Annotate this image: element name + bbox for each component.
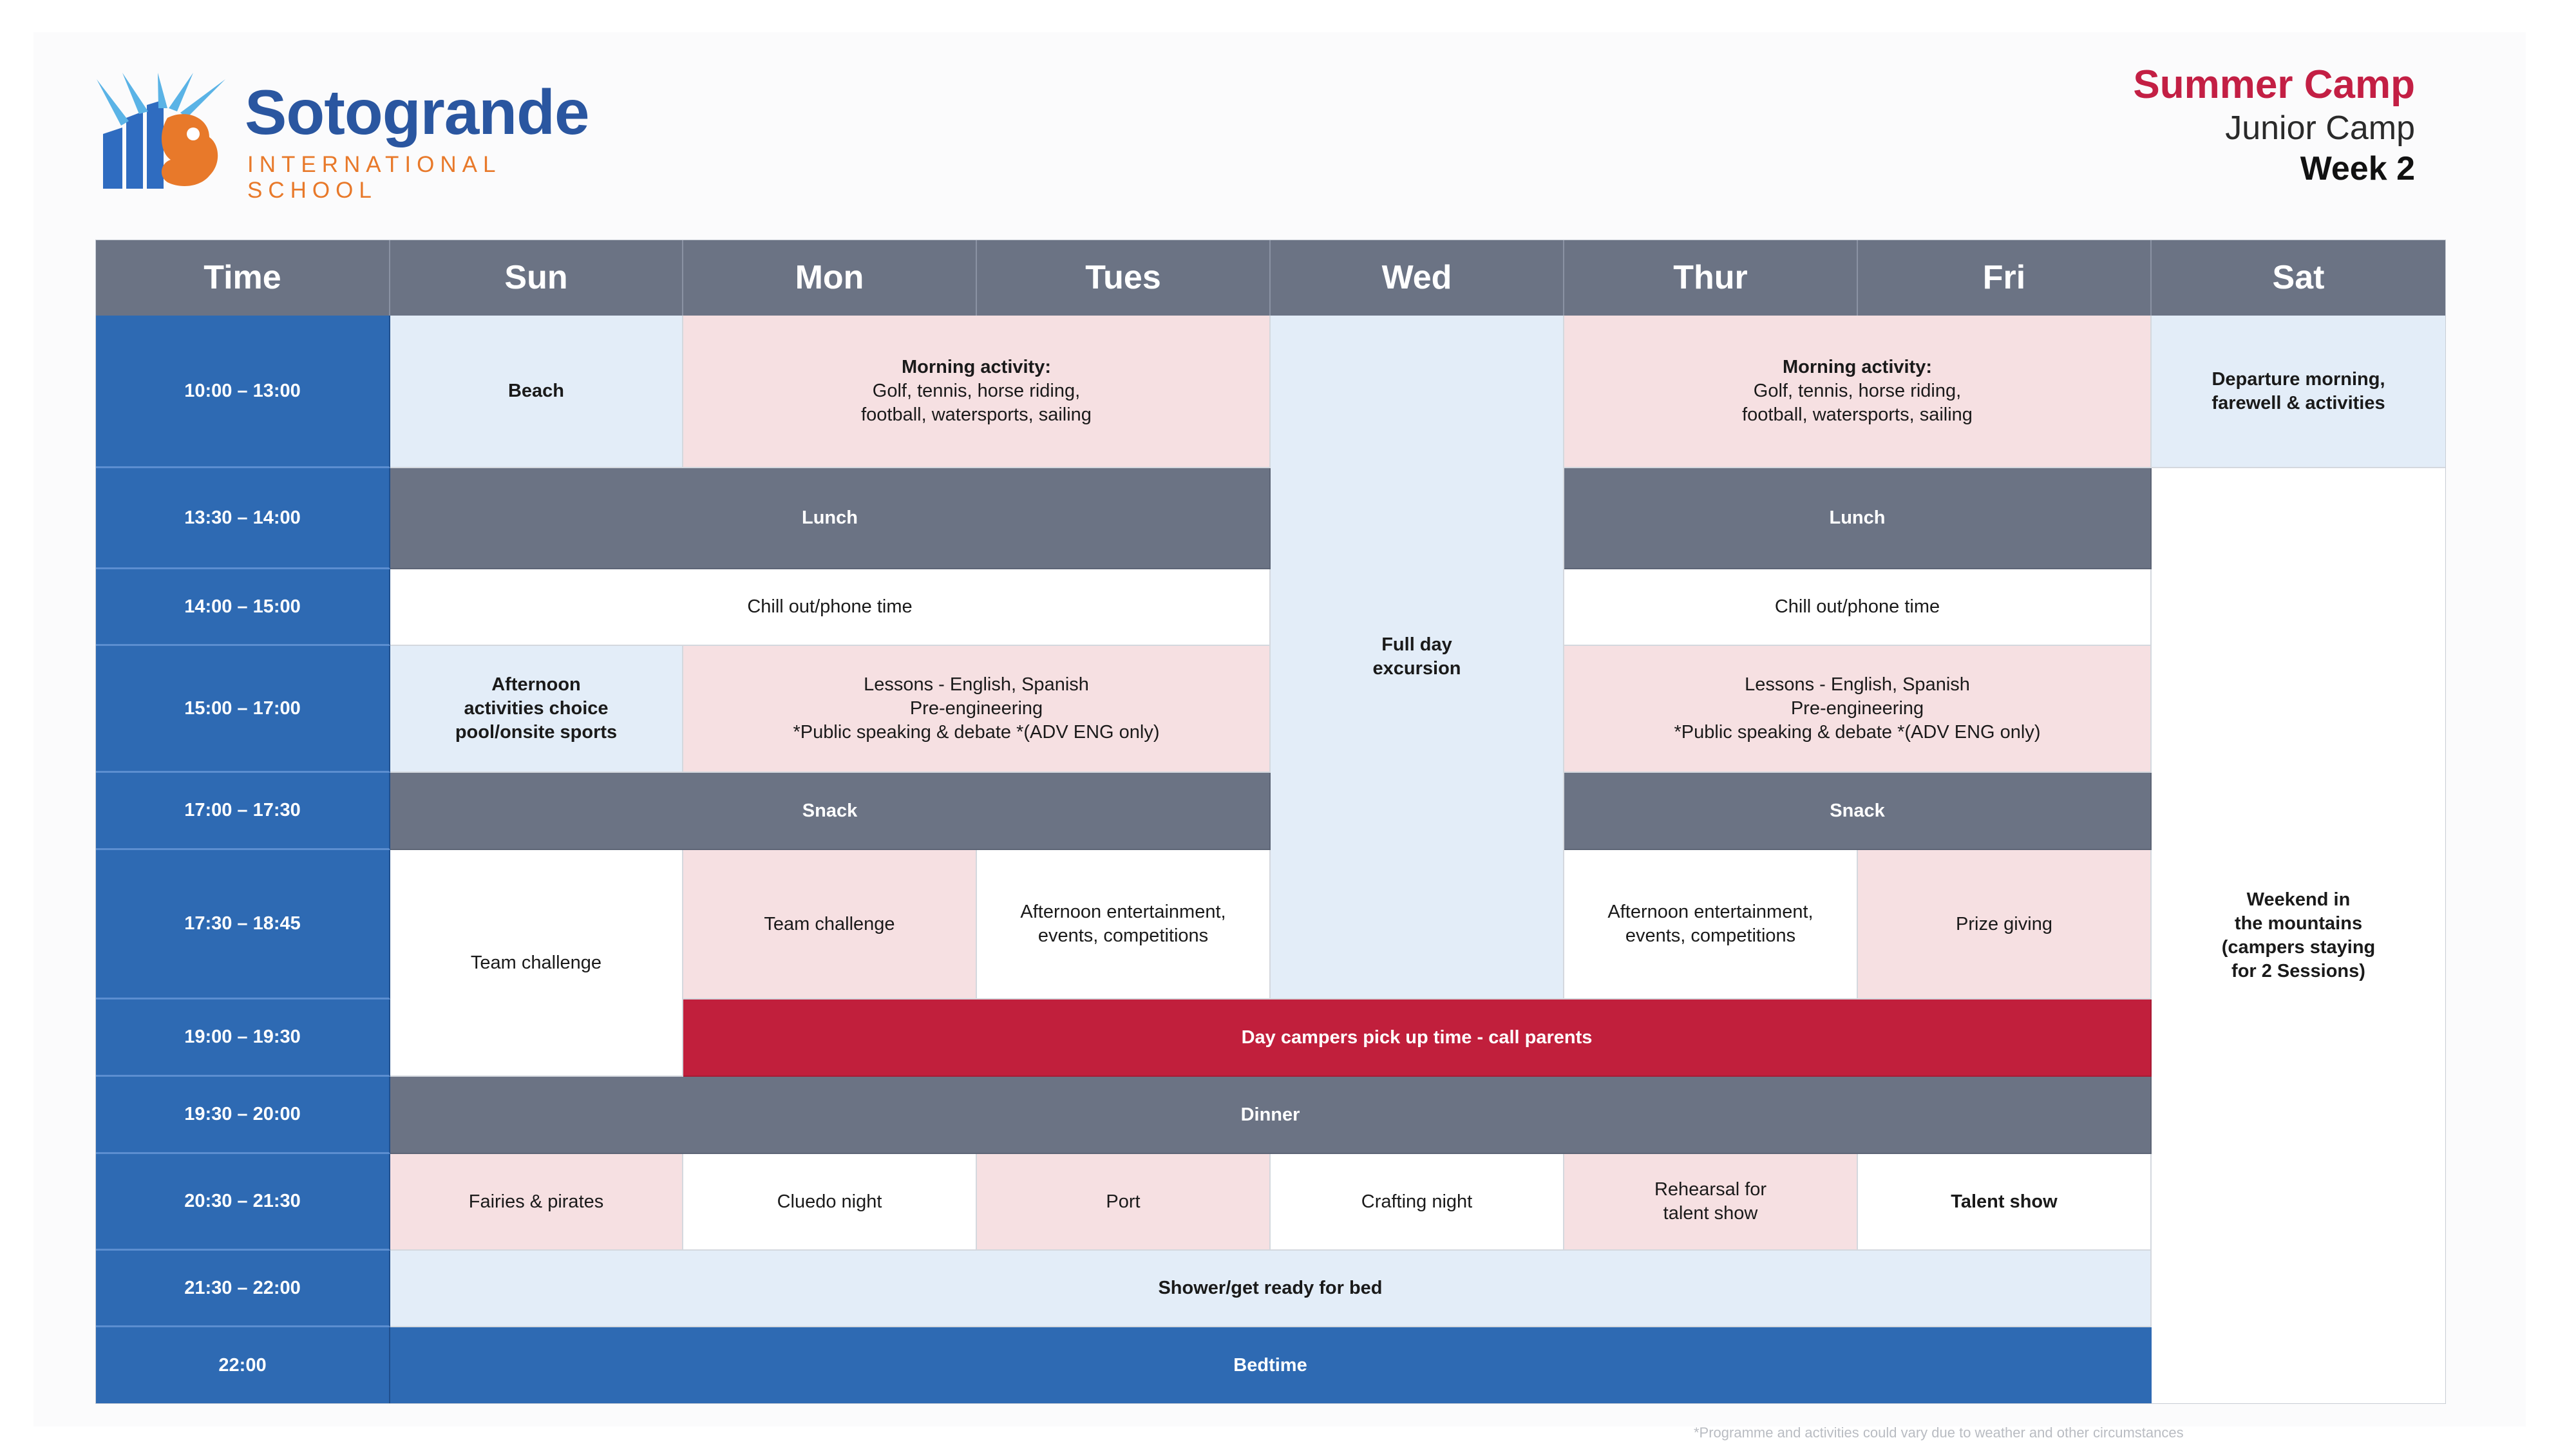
school-emblem-icon	[97, 73, 235, 189]
morning-activity-body: Golf, tennis, horse riding, football, watersports, sailing	[1742, 381, 1973, 425]
column-header-sun: Sun	[390, 240, 683, 316]
activity-port: Port	[977, 1154, 1271, 1251]
activity-weekend-mountains: Weekend in the mountains (campers staying for 2 Sessions)	[2152, 468, 2445, 1403]
column-header-fri: Fri	[1858, 240, 2152, 316]
time-slot: 15:00 – 17:00	[96, 646, 390, 773]
time-slot: 13:30 – 14:00	[96, 468, 390, 569]
activity-lunch: Lunch	[390, 468, 1271, 569]
activity-snack: Snack	[1564, 773, 2152, 850]
activity-prize-giving: Prize giving	[1858, 850, 2152, 999]
activity-afternoon-choice: Afternoon activities choice pool/onsite sports	[390, 646, 683, 773]
activity-beach: Beach	[390, 316, 683, 468]
time-slot: 14:00 – 15:00	[96, 569, 390, 646]
activity-dinner: Dinner	[390, 1077, 2152, 1154]
activity-lessons: Lessons - English, Spanish Pre-engineering *Public speaking & debate *(ADV ENG only)	[683, 646, 1271, 773]
column-header-mon: Mon	[683, 240, 977, 316]
time-slot: 19:00 – 19:30	[96, 999, 390, 1077]
time-slot: 19:30 – 20:00	[96, 1077, 390, 1154]
activity-crafting-night: Crafting night	[1271, 1154, 1564, 1251]
column-header-time: Time	[96, 240, 390, 316]
activity-morning-thur-fri	[1564, 316, 2152, 468]
time-slot: 20:30 – 21:30	[96, 1154, 390, 1251]
school-name: Sotogrande	[245, 77, 589, 147]
activity-shower: Shower/get ready for bed	[390, 1251, 2152, 1327]
activity-morning-mon-tues	[683, 316, 1271, 468]
column-header-tues: Tues	[977, 240, 1271, 316]
activity-lessons: Lessons - English, Spanish Pre-engineering *Public speaking & debate *(ADV ENG only)	[1564, 646, 2152, 773]
camp-heading	[2133, 62, 2415, 189]
activity-lunch: Lunch	[1564, 468, 2152, 569]
activity-afternoon-entertainment: Afternoon entertainment, events, competitions	[977, 850, 1271, 999]
morning-activity-title: Morning activity:	[901, 357, 1051, 377]
activity-rehearsal: Rehearsal for talent show	[1564, 1154, 1858, 1251]
time-slot: 17:30 – 18:45	[96, 850, 390, 999]
activity-fairies-pirates: Fairies & pirates	[390, 1154, 683, 1251]
school-subtitle: INTERNATIONAL SCHOOL	[247, 152, 501, 203]
activity-departure: Departure morning, farewell & activities	[2152, 316, 2445, 468]
activity-chill-out: Chill out/phone time	[390, 569, 1271, 646]
activity-afternoon-entertainment: Afternoon entertainment, events, competitions	[1564, 850, 1858, 999]
camp-subtitle: Junior Camp	[2225, 109, 2415, 147]
time-slot: 22:00	[96, 1327, 390, 1403]
morning-activity-title: Morning activity:	[1782, 357, 1932, 377]
activity-talent-show: Talent show	[1858, 1154, 2152, 1251]
activity-chill-out: Chill out/phone time	[1564, 569, 2152, 646]
morning-activity-body: Golf, tennis, horse riding, football, watersports, sailing	[861, 381, 1092, 425]
camp-title: Summer Camp	[2133, 62, 2415, 107]
activity-team-challenge: Team challenge	[390, 850, 683, 1077]
schedule-table	[95, 240, 2446, 1404]
column-header-sat: Sat	[2152, 240, 2445, 316]
camp-week: Week 2	[2300, 150, 2415, 187]
time-slot: 17:00 – 17:30	[96, 773, 390, 850]
activity-bedtime: Bedtime	[390, 1327, 2152, 1403]
activity-cluedo-night: Cluedo night	[683, 1154, 977, 1251]
activity-snack: Snack	[390, 773, 1271, 850]
footnote: *Programme and activities could vary due to weather and other circumstances	[1694, 1425, 2184, 1441]
activity-full-day-excursion: Full day excursion	[1271, 316, 1564, 999]
time-slot: 21:30 – 22:00	[96, 1251, 390, 1327]
activity-pickup: Day campers pick up time - call parents	[683, 999, 2152, 1077]
activity-team-challenge: Team challenge	[683, 850, 977, 999]
column-header-wed: Wed	[1271, 240, 1564, 316]
school-logo	[97, 70, 599, 203]
time-slot: 10:00 – 13:00	[96, 316, 390, 468]
column-header-thur: Thur	[1564, 240, 1858, 316]
